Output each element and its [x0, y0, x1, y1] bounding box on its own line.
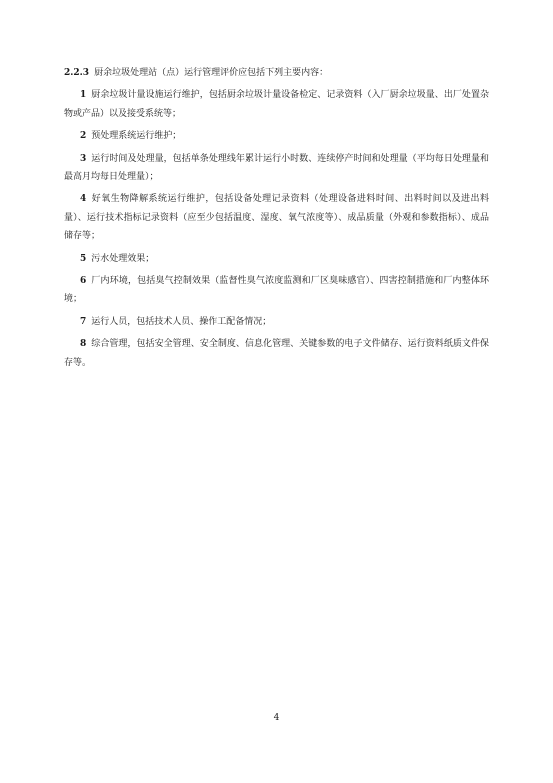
item-text: 运行人员，包括技术人员、操作工配备情况； [91, 316, 272, 327]
item-text: 好氧生物降解系统运行维护，包括设备处理记录资料（处理设备进料时间、出料时间以及进出料量）、运行技术指标记录资料（应至少包括温度、湿度、氧气浓度等）、成品质量（外观和参数指标）、成品储存等； [64, 194, 489, 242]
page-number: 4 [273, 713, 280, 723]
item-number: 8 [80, 339, 87, 350]
list-item-7 [64, 313, 489, 331]
item-number: 6 [80, 276, 87, 287]
item-number: 3 [80, 153, 87, 164]
item-number: 1 [80, 90, 87, 101]
item-number: 4 [80, 194, 87, 205]
item-text: 预处理系统运行维护； [91, 131, 182, 142]
list-item-6 [64, 272, 489, 309]
page-content [64, 64, 489, 376]
item-text: 综合管理，包括安全管理、安全制度、信息化管理、关键参数的电子文件储存、运行资料纸质文件保存等。 [64, 339, 489, 368]
list-item-1 [64, 86, 489, 123]
list-item-5 [64, 250, 489, 268]
item-text: 运行时间及处理量，包括单条处理线年累计运行小时数、连续停产时间和处理量（平均每日处理量和最高月均每日处理量）； [64, 153, 489, 183]
item-text: 厂内环境，包括臭气控制效果（监督性臭气浓度监测和厂区臭味感官）、四害控制措施和厂内整体环境； [64, 276, 489, 305]
list-item-8 [64, 335, 489, 372]
list-item-2 [64, 127, 489, 145]
item-number: 5 [80, 253, 87, 264]
section-heading [64, 64, 489, 82]
item-number: 2 [80, 131, 87, 142]
list-item-4 [64, 190, 489, 245]
section-number: 2.2.3 [64, 68, 90, 78]
item-number: 7 [80, 316, 87, 327]
item-text: 厨余垃圾计量设施运行维护，包括厨余垃圾计量设备检定、记录资料（入厂厨余垃圾量、出厂处置杂物或产品）以及接受系统等； [64, 90, 489, 119]
item-text: 污水处理效果； [91, 253, 155, 264]
list-item-3 [64, 150, 489, 187]
section-title: 厨余垃圾处理站（点）运行管理评价应包括下列主要内容： [94, 68, 329, 78]
